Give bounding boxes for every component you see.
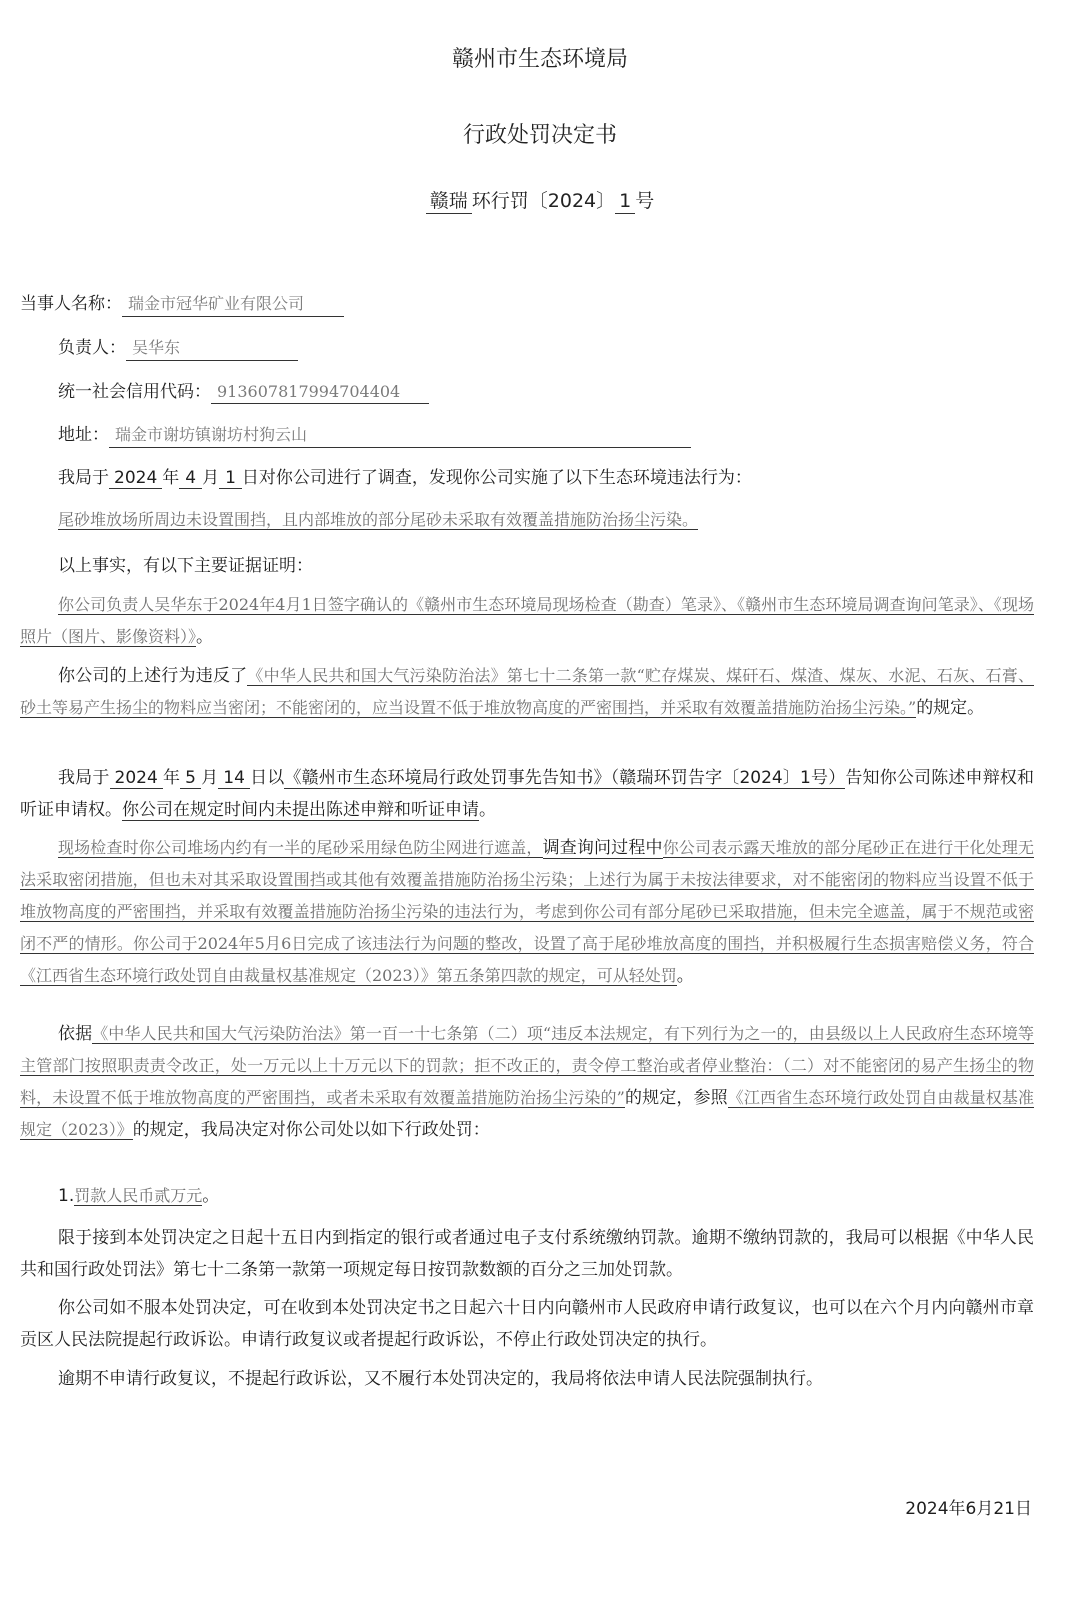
investigation-month: 4 [179, 468, 202, 489]
document-type-title: 行政处罚决定书 [462, 123, 617, 148]
appeal-paragraph: 你公司如不服本处罚决定，可在收到本处罚决定书之日起六十日内向赣州市人民政府申请行政复议，也可以在六个月内向赣州市章贡区人民法院提起行政诉讼。申请行政复议或者提起行政诉讼，不停止行政处罚决定的执行。 [20, 1298, 1034, 1350]
basis-text-start: 依据 [58, 1024, 93, 1044]
evidence-paragraph [20, 589, 1034, 653]
notice-text-start: 我局于 [58, 768, 110, 788]
doc-number-num: 1 [615, 190, 635, 214]
basis-text-mid: 的规定，参照 [624, 1088, 728, 1108]
agency-title: 赣州市生态环境局 [451, 47, 628, 72]
document-number [0, 186, 1080, 213]
doc-number-mid: 环行罚〔2024〕 [471, 190, 616, 212]
enforcement-paragraph: 逾期不申请行政复议，不提起行政诉讼，又不履行本处罚决定的，我局将依法申请人民法院强制执行。 [58, 1369, 823, 1389]
penalty-number: 1. [58, 1186, 75, 1206]
notice-day: 14 [218, 768, 250, 789]
penalty-text: 罚款人民币贰万元 [74, 1186, 203, 1205]
notice-no-response-text: 你公司在规定时间内未提出陈述申辩和听证申请 [122, 800, 479, 820]
law-text: 《中华人民共和国大气污染防治法》第七十二条第一款“贮存煤炭、煤矸石、煤渣、煤灰、水泥、石灰、石膏、砂土等易产生扬尘的物料应当密闭；不能密闭的，应当设置不低于堆放物高度的严密围挡，并采取有效覆盖措施防治扬尘污染。” [20, 666, 1034, 717]
mitigation-text-c: 你公司表示露天堆放的部分尾砂正在进行干化处理无法采取密闭措施，但也未对其采取设置围挡或其他有效覆盖措施防治扬尘污染；上述行为属于未按法律要求，对不能密闭的物料应当设置不低于堆放物高度的严密围挡，并采取有效覆盖措施防治扬尘污染的违法行为，考虑到你公司有部分尾砂已采取措施，但未完全遮盖，属于不规范或密闭不严的情形。你公司于2024年5月6日完成了该违法行为问题的整改，设置了高于尾砂堆放高度的围挡，并积极履行生态损害赔偿义务，符合《江西省生态环境行政处罚自由裁量权基准规定（2023）》第五条第四款的规定，可从轻处罚 [20, 838, 1034, 985]
investigation-text-start: 我局于 [58, 468, 109, 488]
violation-text: 尾砂堆放场所周边未设置围挡，且内部堆放的部分尾砂未采取有效覆盖措施防治扬尘污染。 [58, 510, 699, 529]
party-name-value: 瑞金市冠华矿业有限公司 [122, 291, 344, 317]
credit-code-row [58, 377, 429, 404]
doc-number-prefix: 赣瑞 [426, 190, 472, 214]
notice-document-ref: 《赣州市生态环境局行政处罚事先告知书》（赣瑞环罚告字〔2024〕1号） [284, 768, 846, 788]
notice-rights-text: 告知你公司陈述申辩权和听证申请权。 [20, 768, 1035, 820]
law-suffix: 的规定。 [916, 698, 985, 718]
address-value: 瑞金市谢坊镇谢坊村狗云山 [109, 422, 691, 448]
party-name-row [20, 289, 344, 317]
violation-statement [58, 507, 698, 530]
notice-text-mid: 日以 [249, 768, 285, 788]
basis-reference-text: 《江西省生态环境行政处罚自由裁量权基准规定（2023）》 [20, 1088, 1034, 1139]
representative-label: 负责人： [58, 338, 126, 358]
basis-text-end: 的规定，我局决定对你公司处以如下行政处罚： [132, 1120, 490, 1140]
investigation-paragraph [58, 463, 752, 488]
year-unit: 年 [162, 468, 180, 488]
representative-value: 吴华东 [126, 335, 298, 361]
investigation-text-end: 日对你公司进行了调查，发现你公司实施了以下生态环境违法行为： [241, 468, 752, 488]
party-name-label: 当事人名称： [20, 294, 122, 314]
evidence-intro: 以上事实，有以下主要证据证明： [58, 556, 313, 576]
prior-notice-paragraph: 我局于 2024 年 5 月 14 日以《赣州市生态环境局行政处罚事先告知书》（赣瑞环罚告字〔2024〕1号）告知你公司陈述申辩权和听证申请权。你公司在规定时间内未提出陈述申辩和听证申请。 [20, 768, 1035, 820]
penalty-item [58, 1181, 219, 1206]
notice-month: 5 [180, 768, 201, 789]
credit-code-value: 913607817994704404 [211, 382, 429, 404]
investigation-year: 2024 [109, 468, 162, 489]
representative-row [58, 333, 298, 361]
evidence-end: 。 [196, 627, 214, 647]
month-unit: 月 [202, 468, 220, 488]
investigation-day: 1 [219, 468, 242, 489]
mitigation-text-a: 现场检查时你公司堆场内约有一半的尾砂采用绿色防尘网进行遮盖， [58, 838, 543, 857]
notice-year: 2024 [110, 768, 163, 789]
doc-number-suffix: 号 [635, 190, 655, 212]
law-violation-paragraph [20, 660, 1034, 724]
law-prefix: 你公司的上述行为违反了 [58, 666, 248, 686]
credit-code-label: 统一社会信用代码： [58, 382, 211, 402]
address-label: 地址： [58, 425, 109, 445]
penalty-end: 。 [202, 1186, 220, 1206]
evidence-text: 你公司负责人吴华东于2024年4月1日签字确认的《赣州市生态环境局现场检查（勘查）笔录》、《赣州市生态环境局调查询问笔录》、《现场照片（图片、影像资料）》 [20, 595, 1034, 646]
basis-law-text: 《中华人民共和国大气污染防治法》第一百一十七条第（二）项“违反本法规定，有下列行为之一的，由县级以上人民政府生态环境等主管部门按照职责责令改正，处一万元以上十万元以下的罚款；拒不改正的，责令停工整治或者停业整治：（二）对不能密闭的易产生扬尘的物料，未设置不低于堆放物高度的严密围挡，或者未采取有效覆盖措施防治扬尘污染的” [20, 1024, 1035, 1107]
mitigation-paragraph: 现场检查时你公司堆场内约有一半的尾砂采用绿色防尘网进行遮盖，调查询问过程中你公司表示露天堆放的部分尾砂正在进行干化处理无法采取密闭措施，但也未对其采取设置围挡或其他有效覆盖措施防治扬尘污染；上述行为属于未按法律要求，对不能密闭的物料应当设置不低于堆放物高度的严密围挡，并采取有效覆盖措施防治扬尘污染的违法行为，考虑到你公司有部分尾砂已采取措施，但未完全遮盖，属于不规范或密闭不严的情形。你公司于2024年5月6日完成了该违法行为问题的整改，设置了高于尾砂堆放高度的围挡，并积极履行生态损害赔偿义务，符合《江西省生态环境行政处罚自由裁量权基准规定（2023）》第五条第四款的规定，可从轻处罚。 [20, 838, 1034, 986]
legal-basis-paragraph [20, 1018, 1034, 1146]
notice-year-unit: 年 [162, 768, 181, 788]
issue-date: 2024年6月21日 [905, 1499, 1032, 1519]
payment-paragraph: 限于接到本处罚决定之日起十五日内到指定的银行或者通过电子支付系统缴纳罚款。逾期不缴纳罚款的，我局可以根据《中华人民共和国行政处罚法》第七十二条第一款第一项规定每日按罚款数额的百分之三加处罚款。 [20, 1228, 1034, 1280]
notice-month-unit: 月 [200, 768, 219, 788]
address-row [58, 420, 691, 448]
mitigation-text-b: 调查询问过程中 [542, 838, 663, 858]
